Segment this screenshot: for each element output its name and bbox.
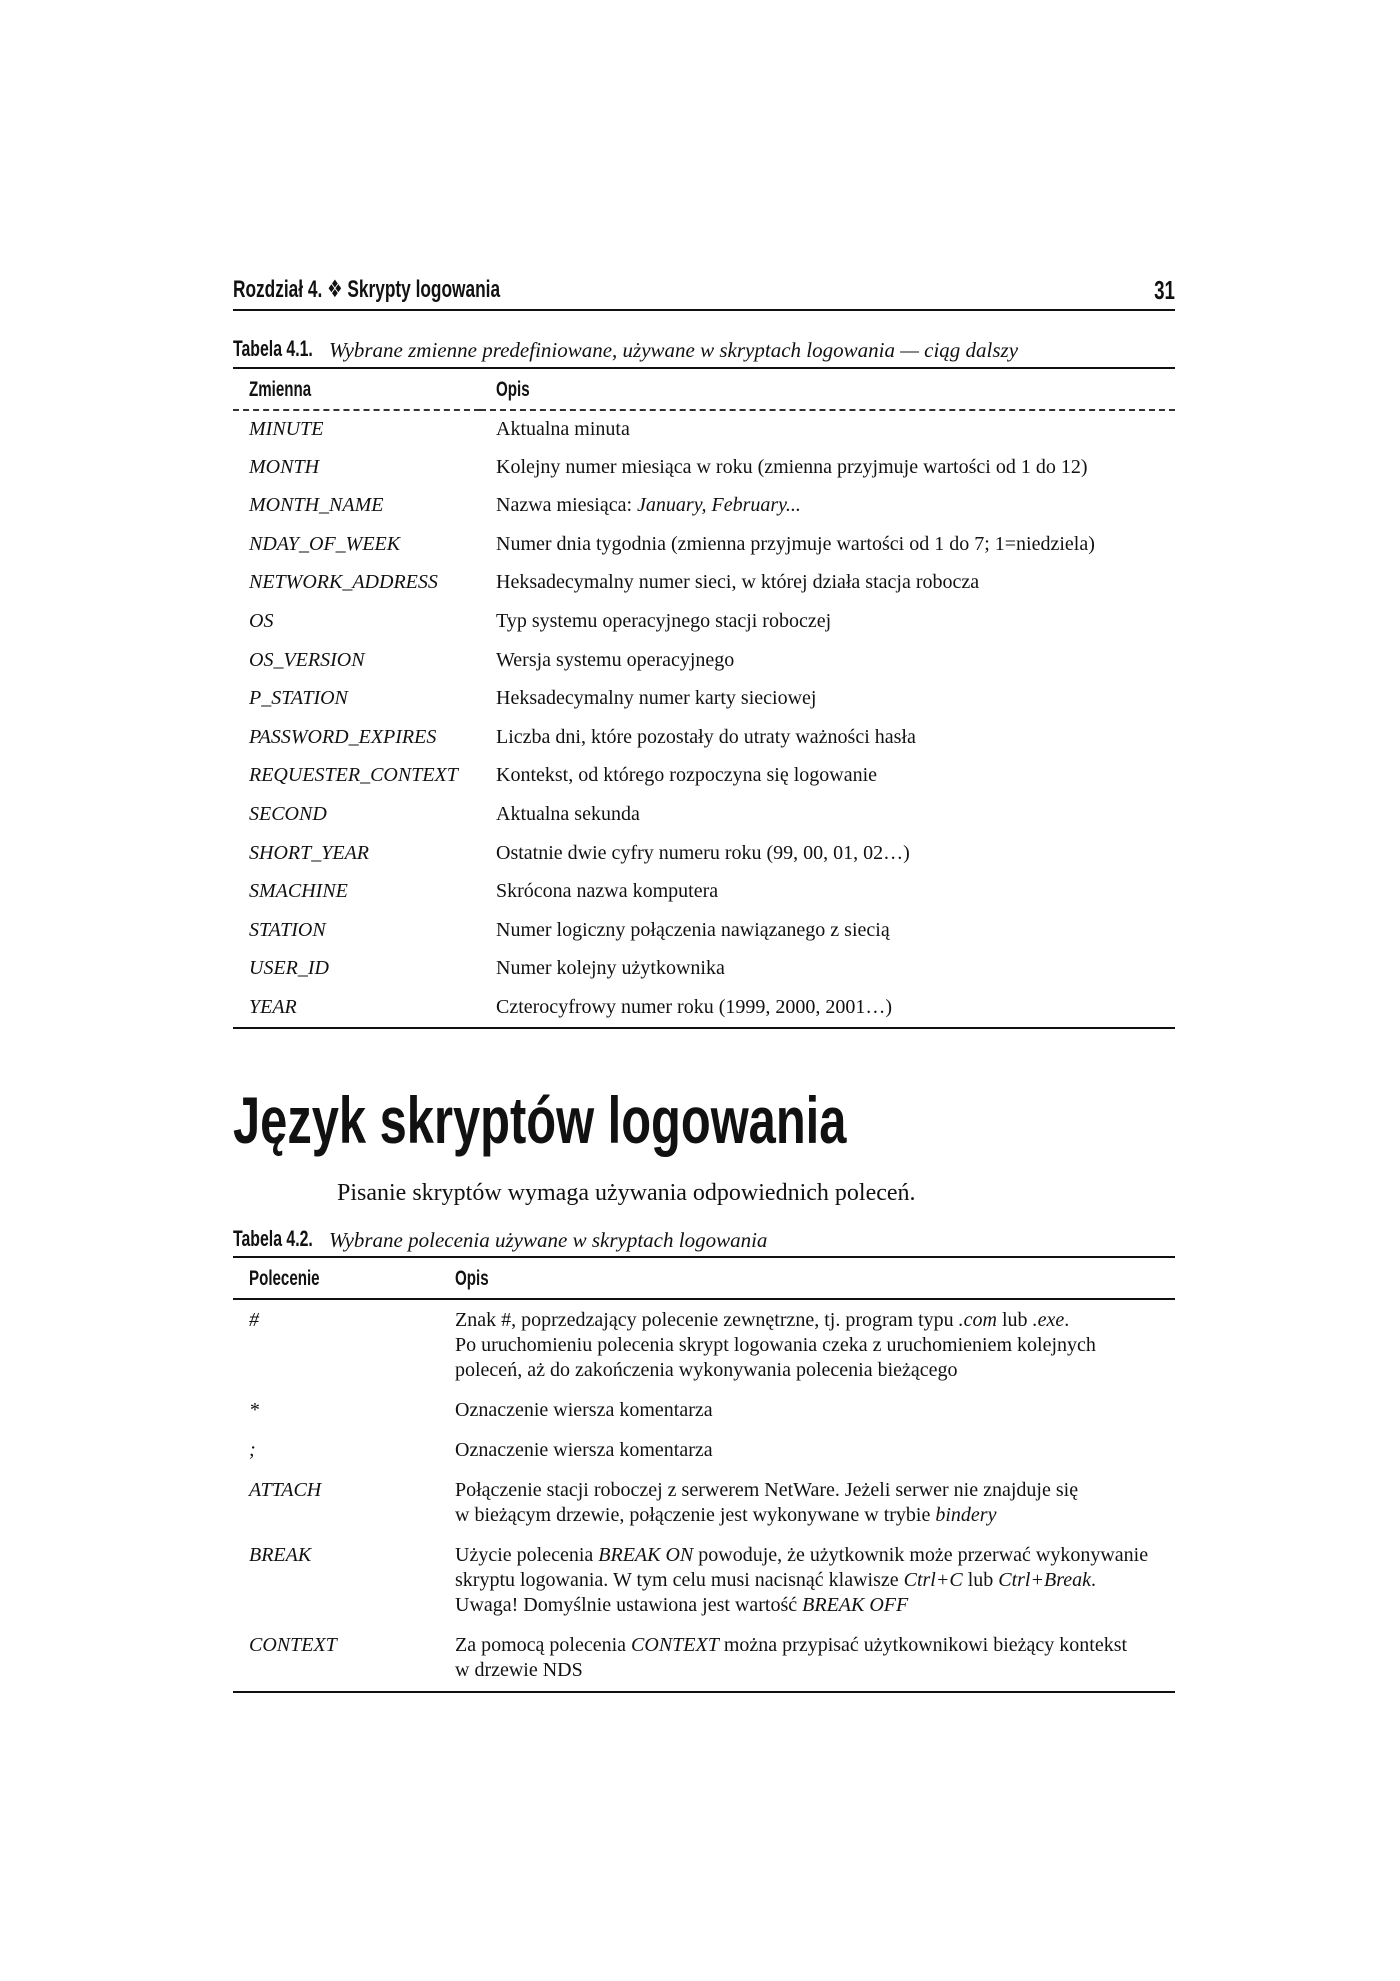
variable-name: SHORT_YEAR: [249, 841, 369, 864]
table-row: [233, 1394, 1175, 1434]
command-description: [439, 1394, 1175, 1434]
variable-description: Numer dnia tygodnia (zmienna przyjmuje wartości od 1 do 7; 1=niedziela): [496, 532, 1095, 555]
variable-description: Typ systemu operacyjnego stacji roboczej: [496, 609, 832, 632]
command-name: ATTACH: [249, 1479, 322, 1501]
command-name: ;: [249, 1439, 256, 1461]
description-italic: Ctrl+C: [903, 1569, 963, 1591]
description-text: skryptu logowania. W tym celu musi nacisnąć klawisze: [455, 1569, 904, 1591]
command-description: [439, 1629, 1175, 1692]
command-name: *: [249, 1399, 259, 1421]
variable-name: YEAR: [233, 989, 480, 1028]
table-row: [233, 719, 1175, 758]
command-name: BREAK: [249, 1544, 312, 1566]
description-text: .: [1091, 1569, 1096, 1591]
variable-description: Skrócona nazwa komputera: [496, 880, 719, 903]
description-italic: January, February...: [637, 494, 801, 517]
column-header-opis-2: Opis: [439, 1257, 1175, 1299]
intro-paragraph: Pisanie skryptów wymaga używania odpowiednich poleceń.: [337, 1180, 916, 1206]
table-4-1-caption: [233, 336, 1175, 362]
description-italic: BREAK OFF: [802, 1594, 909, 1616]
variable-description: Czterocyfrowy numer roku (1999, 2000, 2001…): [480, 989, 1175, 1028]
variable-description: Ostatnie dwie cyfry numeru roku (99, 00, 01, 02…): [496, 841, 910, 864]
column-header-polecenie: Polecenie: [233, 1257, 439, 1299]
table-4-2-caption: [233, 1226, 1175, 1252]
table-row: [233, 1474, 1175, 1539]
description-line: [455, 1543, 1175, 1568]
table-4-2-body: [233, 1299, 1175, 1692]
description-italic: CONTEXT: [631, 1634, 719, 1656]
description-line: [455, 1358, 1175, 1383]
variable-name: SECOND: [249, 802, 327, 825]
table-row: [233, 680, 1175, 719]
command-name: #: [249, 1309, 259, 1331]
variable-description: Wersja systemu operacyjnego: [496, 648, 735, 671]
variable-name: MONTH_NAME: [249, 494, 384, 517]
variable-description: Heksadecymalny numer karty sieciowej: [496, 687, 817, 710]
variable-description: Liczba dni, które pozostały do utraty ważności hasła: [496, 725, 916, 748]
description-text: lub: [997, 1309, 1033, 1331]
variable-name: SMACHINE: [249, 880, 348, 903]
column-header-zmienna: Zmienna: [233, 368, 480, 410]
description-text: .: [1064, 1309, 1070, 1331]
description-text: w bieżącym drzewie, połączenie jest wykonywane w trybie: [455, 1504, 936, 1526]
table-4-1-caption-number: Tabela 4.1.: [233, 336, 313, 361]
description-italic: .com: [958, 1309, 997, 1331]
description-line: [455, 1438, 1175, 1463]
description-text: poleceń, aż do zakończenia wykonywania polecenia bieżącego: [455, 1359, 958, 1381]
description-line: [455, 1658, 1175, 1683]
variable-name: MONTH: [249, 455, 320, 478]
description-line: [455, 1593, 1175, 1618]
description-italic: .exe: [1032, 1309, 1065, 1331]
table-row: [233, 487, 1175, 526]
page-header: [233, 271, 1175, 311]
description-text: Nazwa miesiąca:: [496, 494, 638, 517]
table-row: [233, 989, 1175, 1028]
table-row: [233, 1629, 1175, 1692]
description-line: [455, 1478, 1175, 1503]
variable-description: Kontekst, od którego rozpoczyna się logowanie: [496, 764, 878, 787]
description-text: Za pomocą polecenia: [455, 1634, 632, 1656]
description-text: można przypisać użytkownikowi bieżący kontekst: [718, 1634, 1128, 1656]
variable-name: P_STATION: [249, 687, 348, 710]
table-4-2-caption-text: Wybrane polecenia używane w skryptach logowania: [329, 1228, 768, 1252]
command-description: [439, 1474, 1175, 1539]
description-text: Po uruchomieniu polecenia skrypt logowania czeka z uruchomieniem kolejnych: [455, 1334, 1096, 1356]
description-text: powoduje, że użytkownik może przerwać wykonywanie: [693, 1544, 1149, 1566]
table-row: [233, 1299, 1175, 1394]
section-title: Język skryptów logowania: [233, 1083, 847, 1157]
variable-description: Kolejny numer miesiąca w roku (zmienna przyjmuje wartości od 1 do 12): [496, 455, 1088, 478]
variable-description: Heksadecymalny numer sieci, w której działa stacja robocza: [496, 571, 980, 594]
description-text: Użycie polecenia: [455, 1544, 599, 1566]
table-row: [233, 410, 1175, 449]
command-description: [439, 1299, 1175, 1394]
table-4-2-caption-number: Tabela 4.2.: [233, 1226, 313, 1251]
description-text: Oznaczenie wiersza komentarza: [455, 1439, 713, 1461]
command-description: [439, 1539, 1175, 1629]
variable-name: NETWORK_ADDRESS: [249, 571, 438, 594]
table-4-1-caption-text: Wybrane zmienne predefiniowane, używane w skryptach logowania — ciąg dalszy: [329, 338, 1019, 362]
command-name: CONTEXT: [233, 1629, 439, 1692]
table-row: [233, 873, 1175, 912]
table-row: [233, 950, 1175, 989]
table-row: [233, 603, 1175, 642]
command-description: [439, 1434, 1175, 1474]
description-text: w drzewie NDS: [455, 1659, 583, 1681]
description-italic: Ctrl+Break: [998, 1569, 1091, 1591]
table-row: [233, 757, 1175, 796]
variable-name: USER_ID: [249, 957, 329, 980]
variable-name: NDAY_OF_WEEK: [249, 532, 401, 555]
variable-description: Numer kolejny użytkownika: [496, 957, 725, 980]
table-4-2: [233, 1256, 1175, 1693]
description-text: Uwaga! Domyślnie ustawiona jest wartość: [455, 1594, 803, 1616]
table-row: [233, 912, 1175, 951]
variable-name: OS: [249, 609, 274, 632]
table-row: [233, 449, 1175, 488]
description-line: [455, 1568, 1175, 1593]
description-text: Oznaczenie wiersza komentarza: [455, 1399, 713, 1421]
column-header-opis: Opis: [480, 368, 1175, 410]
description-line: [455, 1633, 1175, 1658]
description-text: Znak #, poprzedzający polecenie zewnętrzne, tj. program typu: [455, 1309, 959, 1331]
variable-description: [480, 487, 1175, 526]
table-row: [233, 564, 1175, 603]
table-row: [233, 796, 1175, 835]
variable-name: REQUESTER_CONTEXT: [249, 764, 458, 787]
variable-description: Aktualna minuta: [496, 418, 630, 440]
description-line: [455, 1308, 1175, 1333]
table-4-1: [233, 367, 1175, 1029]
table-row: [233, 835, 1175, 874]
variable-name: OS_VERSION: [249, 648, 365, 671]
table-row: [233, 642, 1175, 681]
description-text: lub: [962, 1569, 999, 1591]
variable-description: Aktualna sekunda: [496, 802, 640, 825]
description-line: [455, 1398, 1175, 1423]
table-4-1-body: [233, 410, 1175, 1028]
variable-name: STATION: [249, 918, 326, 941]
description-italic: bindery: [935, 1504, 997, 1526]
variable-name: PASSWORD_EXPIRES: [249, 725, 437, 748]
table-row: [233, 526, 1175, 565]
chapter-title: Rozdział 4. ❖ Skrypty logowania: [233, 276, 501, 303]
description-text: Połączenie stacji roboczej z serwerem NetWare. Jeżeli serwer nie znajduje się: [455, 1479, 1079, 1501]
variable-name: MINUTE: [249, 418, 324, 440]
description-line: [455, 1333, 1175, 1358]
variable-description: Numer logiczny połączenia nawiązanego z siecią: [496, 918, 890, 941]
table-row: [233, 1539, 1175, 1629]
table-row: [233, 1434, 1175, 1474]
description-italic: BREAK ON: [598, 1544, 694, 1566]
description-line: [455, 1503, 1175, 1528]
page-number: 31: [1154, 275, 1175, 305]
